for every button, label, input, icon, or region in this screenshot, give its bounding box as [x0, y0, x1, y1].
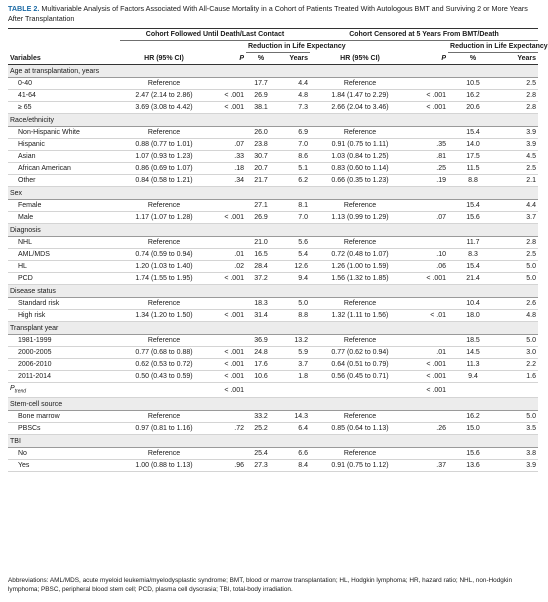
hr-cell: 1.17 (1.07 to 1.28) [120, 212, 208, 224]
section-title: Race/ethnicity [8, 114, 538, 127]
pct-cell: 25.2 [246, 423, 276, 435]
p-value-cell [410, 200, 448, 212]
years-cell: 4.8 [498, 310, 538, 322]
p-value-cell: .35 [410, 139, 448, 151]
years-cell: 6.4 [276, 423, 310, 435]
table-row [8, 175, 538, 187]
table-row [8, 212, 538, 224]
table-row [8, 163, 538, 175]
hr-cell: 0.77 (0.62 to 0.94) [310, 347, 410, 359]
section-header-row [8, 114, 538, 127]
variable-cell: Non-Hispanic White [8, 127, 120, 139]
years-header-1: Years [276, 53, 310, 65]
pct-cell: 16.2 [448, 90, 498, 102]
section-title: Stem-cell source [8, 398, 538, 411]
pct-cell: 8.8 [448, 175, 498, 187]
p-value-cell [208, 78, 246, 90]
p-value-cell: .25 [410, 163, 448, 175]
section-title: Diagnosis [8, 224, 538, 237]
p-value-cell: .06 [410, 261, 448, 273]
cohort-1-header: Cohort Followed Until Death/Last Contact [120, 29, 310, 41]
p-value-cell: .81 [410, 151, 448, 163]
p-value-cell: .02 [208, 261, 246, 273]
p-value-cell [208, 335, 246, 347]
years-cell: 2.5 [498, 163, 538, 175]
p-value-cell: .01 [410, 347, 448, 359]
variable-cell: PCD [8, 273, 120, 285]
hr-cell: 1.84 (1.47 to 2.29) [310, 90, 410, 102]
p-value-cell: < .001 [208, 90, 246, 102]
table-row [8, 411, 538, 423]
years-cell: 5.1 [276, 163, 310, 175]
p-value-cell: < .001 [208, 359, 246, 371]
hr-cell: 1.20 (1.03 to 1.40) [120, 261, 208, 273]
variable-cell: Male [8, 212, 120, 224]
hr-cell: 2.47 (2.14 to 2.86) [120, 90, 208, 102]
hr-cell: 0.64 (0.51 to 0.79) [310, 359, 410, 371]
p-value-cell [410, 127, 448, 139]
section-title: TBI [8, 435, 538, 448]
hr-cell: Reference [120, 127, 208, 139]
p-value-cell: < .001 [410, 359, 448, 371]
hr-cell: 0.84 (0.58 to 1.21) [120, 175, 208, 187]
table-row [8, 151, 538, 163]
p-value-cell: .96 [208, 460, 246, 472]
hr-header-1: HR (95% CI) [120, 53, 208, 65]
pct-cell: 27.3 [246, 460, 276, 472]
p-value-cell: .18 [208, 163, 246, 175]
p-value-cell: < .001 [208, 102, 246, 114]
pct-header-1: % [246, 53, 276, 65]
pct-cell: 37.2 [246, 273, 276, 285]
p-value-cell: .19 [410, 175, 448, 187]
years-cell: 7.3 [276, 102, 310, 114]
p-value-cell: .37 [410, 460, 448, 472]
table-row [8, 448, 538, 460]
pct-cell: 20.7 [246, 163, 276, 175]
pct-cell: 23.8 [246, 139, 276, 151]
pct-cell: 16.2 [448, 411, 498, 423]
section-header-row [8, 435, 538, 448]
pct-cell: 11.3 [448, 359, 498, 371]
pct-cell: 10.4 [448, 298, 498, 310]
pct-cell: 26.0 [246, 127, 276, 139]
p-value-cell: .72 [208, 423, 246, 435]
pct-cell: 15.6 [448, 212, 498, 224]
years-cell: 6.9 [276, 127, 310, 139]
variable-cell: Standard risk [8, 298, 120, 310]
pct-cell: 9.4 [448, 371, 498, 383]
variable-cell: African American [8, 163, 120, 175]
years-cell: 4.8 [276, 90, 310, 102]
years-cell: 9.4 [276, 273, 310, 285]
p-value-cell: .34 [208, 175, 246, 187]
p-value-cell: < .001 [208, 310, 246, 322]
pct-cell: 36.9 [246, 335, 276, 347]
p-value-cell [410, 448, 448, 460]
section-header-row [8, 322, 538, 335]
variable-cell: High risk [8, 310, 120, 322]
variable-cell: HL [8, 261, 120, 273]
years-cell: 8.4 [276, 460, 310, 472]
hr-cell: Reference [310, 298, 410, 310]
years-cell: 3.9 [498, 460, 538, 472]
pct-cell: 21.0 [246, 237, 276, 249]
pct-cell: 11.7 [448, 237, 498, 249]
p-value-cell [410, 335, 448, 347]
hr-cell: Reference [310, 237, 410, 249]
hr-cell: 1.00 (0.88 to 1.13) [120, 460, 208, 472]
table-row [8, 139, 538, 151]
pct-cell: 15.6 [448, 448, 498, 460]
years-cell: 3.7 [498, 212, 538, 224]
reduction-header-2: Reduction in Life Expectancy [448, 41, 538, 53]
table-body [8, 65, 538, 472]
hr-cell: 3.69 (3.08 to 4.42) [120, 102, 208, 114]
hr-cell: Reference [310, 200, 410, 212]
years-cell: 1.6 [498, 371, 538, 383]
pct-cell: 20.6 [448, 102, 498, 114]
variable-cell: NHL [8, 237, 120, 249]
hr-cell: 0.83 (0.60 to 1.14) [310, 163, 410, 175]
section-header-row [8, 224, 538, 237]
pct-cell: 14.0 [448, 139, 498, 151]
years-cell: 6.2 [276, 175, 310, 187]
p-trend-value: < .001 [410, 383, 448, 398]
hr-cell: 0.77 (0.68 to 0.88) [120, 347, 208, 359]
p-header-1: P [208, 53, 246, 65]
hr-cell: 0.91 (0.75 to 1.12) [310, 460, 410, 472]
years-cell: 13.2 [276, 335, 310, 347]
table-row [8, 102, 538, 114]
pct-cell: 17.6 [246, 359, 276, 371]
table-row [8, 347, 538, 359]
variable-cell: Asian [8, 151, 120, 163]
years-cell: 4.4 [498, 200, 538, 212]
p-trend-subscript: trend [14, 388, 27, 395]
years-cell: 14.3 [276, 411, 310, 423]
table-row [8, 273, 538, 285]
section-header-row [8, 285, 538, 298]
pct-cell: 31.4 [246, 310, 276, 322]
variable-cell: Bone marrow [8, 411, 120, 423]
variable-cell: Female [8, 200, 120, 212]
hr-cell: Reference [120, 78, 208, 90]
years-cell: 8.6 [276, 151, 310, 163]
table-row [8, 298, 538, 310]
years-cell: 3.7 [276, 359, 310, 371]
section-title: Age at transplantation, years [8, 65, 538, 78]
pct-cell: 15.0 [448, 423, 498, 435]
pct-cell: 10.6 [246, 371, 276, 383]
p-value-cell: .26 [410, 423, 448, 435]
years-cell: 8.8 [276, 310, 310, 322]
pct-cell: 21.7 [246, 175, 276, 187]
pct-cell: 24.8 [246, 347, 276, 359]
p-value-cell: < .001 [410, 371, 448, 383]
pct-cell: 10.5 [448, 78, 498, 90]
hr-cell: 1.07 (0.93 to 1.23) [120, 151, 208, 163]
hr-cell: 0.72 (0.48 to 1.07) [310, 249, 410, 261]
pct-cell: 15.4 [448, 127, 498, 139]
years-cell: 3.8 [498, 448, 538, 460]
pct-cell: 33.2 [246, 411, 276, 423]
years-cell: 2.5 [498, 249, 538, 261]
years-cell: 3.9 [498, 139, 538, 151]
years-cell: 5.4 [276, 249, 310, 261]
years-cell: 5.0 [498, 273, 538, 285]
p-value-cell: < .001 [410, 90, 448, 102]
p-value-cell [208, 298, 246, 310]
hr-cell: 0.56 (0.45 to 0.71) [310, 371, 410, 383]
hr-cell: Reference [120, 237, 208, 249]
variable-cell: 41-64 [8, 90, 120, 102]
p-value-cell: < .001 [410, 102, 448, 114]
pct-cell: 18.0 [448, 310, 498, 322]
table-row [8, 237, 538, 249]
pct-cell: 8.3 [448, 249, 498, 261]
table-row [8, 90, 538, 102]
p-value-cell [208, 127, 246, 139]
years-cell: 6.6 [276, 448, 310, 460]
variable-cell: 2006-2010 [8, 359, 120, 371]
variable-cell: 2000-2005 [8, 347, 120, 359]
pct-cell: 27.1 [246, 200, 276, 212]
table-row [8, 460, 538, 472]
p-value-cell: < .001 [208, 347, 246, 359]
pct-cell: 17.7 [246, 78, 276, 90]
variable-cell: No [8, 448, 120, 460]
hr-cell: 1.26 (1.00 to 1.59) [310, 261, 410, 273]
cohort-2-header: Cohort Censored at 5 Years From BMT/Death [310, 29, 538, 41]
reduction-header-1: Reduction in Life Expectancy [246, 41, 310, 53]
table-label: TABLE 2. [8, 4, 40, 13]
spacer-cell [246, 383, 410, 398]
table-row [8, 78, 538, 90]
section-title: Sex [8, 187, 538, 200]
hr-header-2: HR (95% CI) [310, 53, 410, 65]
table-row [8, 310, 538, 322]
pct-header-2: % [448, 53, 498, 65]
pct-cell: 18.5 [448, 335, 498, 347]
table-row [8, 335, 538, 347]
years-cell: 4.5 [498, 151, 538, 163]
years-cell: 3.5 [498, 423, 538, 435]
years-cell: 5.0 [498, 335, 538, 347]
pct-cell: 13.6 [448, 460, 498, 472]
pct-cell: 28.4 [246, 261, 276, 273]
table-row [8, 261, 538, 273]
results-table [8, 28, 548, 472]
variable-cell: PBSCs [8, 423, 120, 435]
p-value-cell: < .001 [208, 212, 246, 224]
table-row [8, 359, 538, 371]
hr-cell: 1.32 (1.11 to 1.56) [310, 310, 410, 322]
table-row [8, 200, 538, 212]
variables-header: Variables [8, 53, 120, 65]
years-cell: 5.0 [498, 411, 538, 423]
p-value-cell: .01 [208, 249, 246, 261]
years-cell: 3.9 [498, 127, 538, 139]
hr-cell: Reference [310, 335, 410, 347]
section-header-row [8, 65, 538, 78]
p-value-cell [208, 411, 246, 423]
hr-cell: Reference [120, 298, 208, 310]
hr-cell: Reference [310, 448, 410, 460]
hr-cell: 0.86 (0.69 to 1.07) [120, 163, 208, 175]
hr-cell: 1.03 (0.84 to 1.25) [310, 151, 410, 163]
p-trend-label [8, 383, 120, 398]
variable-cell: 0-40 [8, 78, 120, 90]
hr-cell: 0.66 (0.35 to 1.23) [310, 175, 410, 187]
variable-cell: Other [8, 175, 120, 187]
pct-cell: 26.9 [246, 212, 276, 224]
pct-cell: 16.5 [246, 249, 276, 261]
p-value-cell: < .01 [410, 310, 448, 322]
p-value-cell [208, 237, 246, 249]
pct-cell: 38.1 [246, 102, 276, 114]
variable-cell: Hispanic [8, 139, 120, 151]
pct-cell: 25.4 [246, 448, 276, 460]
table-row [8, 371, 538, 383]
hr-cell: 1.56 (1.32 to 1.85) [310, 273, 410, 285]
hr-cell: 1.34 (1.20 to 1.50) [120, 310, 208, 322]
hr-cell: Reference [120, 448, 208, 460]
table-row [8, 423, 538, 435]
p-value-cell: < .001 [208, 371, 246, 383]
variable-cell: AML/MDS [8, 249, 120, 261]
pct-cell: 14.5 [448, 347, 498, 359]
abbreviations-note: Abbreviations: AML/MDS, acute myeloid leukemia/myelodysplastic syndrome; BMT, blood or marrow transplantation; HL, Hodgkin lymphoma; HR, hazard ratio; NHL, non-Hodgkin lymphoma; PBSC, peripheral blood stem cell; PCD, plasma cell dyscrasia; TBI, total-body irradiation. [8, 577, 513, 593]
table-title: Multivariable Analysis of Factors Associated With All-Cause Mortality in a Cohort of Patients Treated With Autologous BMT and Surviving 2 or More Years After Transplantation [8, 4, 528, 23]
years-cell: 7.0 [276, 212, 310, 224]
section-header-row [8, 187, 538, 200]
years-cell: 2.2 [498, 359, 538, 371]
table-row [8, 249, 538, 261]
hr-cell: 0.50 (0.43 to 0.59) [120, 371, 208, 383]
p-value-cell [410, 298, 448, 310]
hr-cell: 1.13 (0.99 to 1.29) [310, 212, 410, 224]
table-row [8, 127, 538, 139]
years-cell: 5.0 [276, 298, 310, 310]
section-header-row [8, 398, 538, 411]
years-cell: 4.4 [276, 78, 310, 90]
hr-cell: 0.62 (0.53 to 0.72) [120, 359, 208, 371]
p-value-cell: < .001 [208, 273, 246, 285]
years-cell: 5.6 [276, 237, 310, 249]
hr-cell: 2.66 (2.04 to 3.46) [310, 102, 410, 114]
table-caption [8, 4, 538, 24]
years-cell: 2.6 [498, 298, 538, 310]
p-trend-value: < .001 [120, 383, 246, 398]
p-value-cell: .33 [208, 151, 246, 163]
p-value-cell [208, 200, 246, 212]
pct-cell: 15.4 [448, 200, 498, 212]
hr-cell: Reference [120, 200, 208, 212]
pct-cell: 30.7 [246, 151, 276, 163]
variable-cell: ≥ 65 [8, 102, 120, 114]
p-trend-symbol: P [10, 385, 15, 392]
spacer-cell [448, 383, 538, 398]
years-cell: 2.1 [498, 175, 538, 187]
section-title: Disease status [8, 285, 538, 298]
pct-cell: 17.5 [448, 151, 498, 163]
hr-cell: 0.97 (0.81 to 1.16) [120, 423, 208, 435]
hr-cell: 0.85 (0.64 to 1.13) [310, 423, 410, 435]
hr-cell: 1.74 (1.55 to 1.95) [120, 273, 208, 285]
hr-cell: Reference [120, 411, 208, 423]
p-value-cell: .07 [410, 212, 448, 224]
pct-cell: 15.4 [448, 261, 498, 273]
p-value-cell [410, 411, 448, 423]
years-header-2: Years [498, 53, 538, 65]
pct-cell: 21.4 [448, 273, 498, 285]
years-cell: 5.9 [276, 347, 310, 359]
years-cell: 3.0 [498, 347, 538, 359]
p-trend-row [8, 383, 538, 398]
years-cell: 7.0 [276, 139, 310, 151]
variable-cell: Yes [8, 460, 120, 472]
years-cell: 5.0 [498, 261, 538, 273]
hr-cell: Reference [310, 127, 410, 139]
years-cell: 2.8 [498, 102, 538, 114]
years-cell: 1.8 [276, 371, 310, 383]
years-cell: 2.8 [498, 90, 538, 102]
p-value-cell: .10 [410, 249, 448, 261]
p-value-cell [410, 237, 448, 249]
years-cell: 8.1 [276, 200, 310, 212]
years-cell: 12.6 [276, 261, 310, 273]
years-cell: 2.8 [498, 237, 538, 249]
hr-cell: Reference [120, 335, 208, 347]
p-value-cell [410, 78, 448, 90]
column-header-row [8, 53, 538, 65]
pct-cell: 18.3 [246, 298, 276, 310]
variable-cell: 1981-1999 [8, 335, 120, 347]
group-header-row [8, 29, 538, 41]
hr-cell: Reference [310, 411, 410, 423]
section-title: Transplant year [8, 322, 538, 335]
hr-cell: 0.88 (0.77 to 1.01) [120, 139, 208, 151]
p-header-2: P [410, 53, 448, 65]
hr-cell: 0.74 (0.59 to 0.94) [120, 249, 208, 261]
p-value-cell: .07 [208, 139, 246, 151]
p-value-cell: < .001 [410, 273, 448, 285]
subgroup-header-row [8, 41, 538, 53]
pct-cell: 11.5 [448, 163, 498, 175]
hr-cell: 0.91 (0.75 to 1.11) [310, 139, 410, 151]
hr-cell: Reference [310, 78, 410, 90]
variable-cell: 2011-2014 [8, 371, 120, 383]
p-value-cell [208, 448, 246, 460]
pct-cell: 26.9 [246, 90, 276, 102]
years-cell: 2.5 [498, 78, 538, 90]
